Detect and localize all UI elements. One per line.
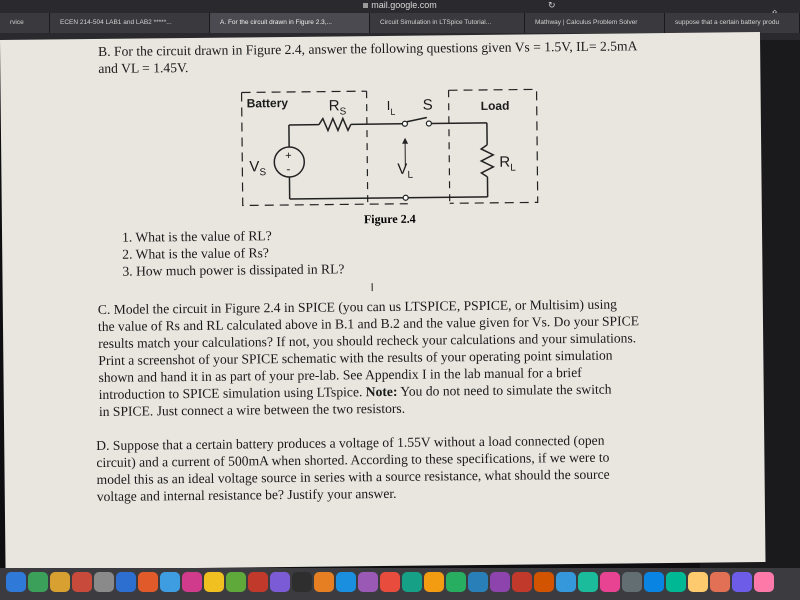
dock-app-icon[interactable] (72, 572, 92, 592)
dock-app-icon[interactable] (754, 572, 774, 592)
part-c-line: Print a screenshot of your SPICE schematic with the results of your operating point simulation (98, 347, 613, 368)
dock-app-icon[interactable] (578, 572, 598, 592)
part-c-line: in SPICE. Just connect a wire between the two resistors. (98, 400, 406, 419)
address-bar[interactable] (0, 0, 800, 10)
switch-terminal-1 (402, 121, 407, 126)
part-c-line: shown and hand it in as part of your pre-lab. See Appendix I in the lab manual for a brief (98, 364, 582, 385)
part-c-note-text: You do not need to simulate the switch (400, 381, 612, 399)
dock-app-icon[interactable] (732, 572, 752, 592)
tab-label: suppose that a certain battery produ (675, 19, 780, 26)
load-label: Load (480, 98, 510, 113)
dock-app-icon[interactable] (556, 572, 576, 592)
wire-top-mid (351, 124, 403, 125)
battery-box-right (367, 91, 368, 204)
text-cursor-icon: I (370, 281, 374, 295)
dock-app-icon[interactable] (6, 572, 26, 592)
part-c-line: the value of Rs and RL calculated above in B.1 and B.2 and the value given for Vs. Do your SPICE (97, 313, 640, 334)
battery-label: Battery (246, 95, 289, 111)
document-page (0, 32, 766, 570)
rl-resistor (481, 145, 493, 177)
question-3: 3. How much power is dissipated in RL? (122, 261, 345, 279)
vs-plus: + (285, 149, 292, 163)
dock-app-icon[interactable] (336, 572, 356, 592)
dock-app-icon[interactable] (358, 572, 378, 592)
part-d-line: circuit) and a current of 500mA when shorted. According to these specifications, if we were to (96, 449, 610, 471)
dock-app-icon[interactable] (622, 572, 642, 592)
tab-1[interactable] (50, 13, 210, 33)
dock-app-icon[interactable] (226, 572, 246, 592)
dock-app-icon[interactable] (50, 572, 70, 592)
load-box-left (449, 90, 450, 203)
wire-bottom (290, 197, 488, 199)
battery-box-top (242, 91, 367, 92)
wire-top-right (431, 123, 487, 124)
part-d-line: D. Suppose that a certain battery produces a voltage of 1.55V without a load connected (open (96, 432, 605, 454)
vs-label: $V_S$ (249, 158, 267, 179)
lock-icon (363, 3, 368, 8)
vs-minus: - (286, 161, 291, 177)
part-d-line: voltage and internal resistance be? Justify your answer. (96, 485, 397, 505)
dock-app-icon[interactable] (28, 572, 48, 592)
dock-app-icon[interactable] (402, 572, 422, 592)
vl-terminal-bottom (403, 195, 408, 200)
tab-label: Circuit Simulation in LTSpice Tutorial... (380, 19, 492, 26)
tab-strip (0, 13, 800, 33)
tab-3[interactable] (370, 13, 525, 33)
rs-label: $R_S$ (328, 97, 347, 118)
dock-app-icon[interactable] (314, 572, 334, 592)
dock-app-icon[interactable] (688, 572, 708, 592)
figure-caption: Figure 2.4 (363, 211, 416, 227)
vl-arrow-head (402, 138, 408, 144)
part-c-line: results match your calculations? If not, you should recheck your calculations and your simulations. (98, 330, 637, 351)
dock-app-icon[interactable] (710, 572, 730, 592)
dock-app-icon[interactable] (534, 572, 554, 592)
dock-app-icon[interactable] (116, 572, 136, 592)
dock-app-icon[interactable] (380, 572, 400, 592)
switch-label: S (422, 96, 433, 114)
tab-4[interactable] (525, 13, 665, 33)
tab-5[interactable] (665, 13, 800, 33)
dock-app-icon[interactable] (160, 572, 180, 592)
address-bar-url: mail.google.com (371, 0, 437, 10)
rs-resistor (319, 118, 351, 130)
question-2: 2. What is the value of Rs? (122, 245, 269, 262)
question-1: 1. What is the value of RL? (121, 228, 272, 245)
dock-app-icon[interactable] (490, 572, 510, 592)
part-b-question (98, 37, 698, 77)
dock-app-icon[interactable] (292, 572, 312, 592)
part-b-line-2: and VL = 1.45V. (98, 60, 189, 76)
part-d-line: model this as an ideal voltage source in series with a source resistance, what should the source (96, 466, 610, 488)
dock-app-icon[interactable] (468, 572, 488, 592)
dock-app-icon[interactable] (248, 572, 268, 592)
switch-blade (407, 118, 427, 122)
tab-label: rvice (10, 19, 24, 26)
dock-app-icon[interactable] (666, 572, 686, 592)
rl-label: $R_L$ (499, 153, 516, 174)
dock-app-icon[interactable] (644, 572, 664, 592)
dock-app-icon[interactable] (446, 572, 466, 592)
tab-label: ECEN 214-504 LAB1 and LAB2 *****... (60, 19, 172, 26)
part-c-question (98, 295, 689, 420)
part-c-note-label: Note: (365, 383, 398, 400)
dock-app-icon[interactable] (94, 572, 114, 592)
tab-2[interactable] (210, 13, 370, 33)
reload-icon[interactable]: ↻ (548, 1, 556, 11)
dock-app-icon[interactable] (138, 572, 158, 592)
switch-terminal-2 (426, 121, 431, 126)
dock-app-icon[interactable] (512, 572, 532, 592)
question-list (122, 225, 523, 280)
part-c-line: C. Model the circuit in Figure 2.4 in SPICE (you can us LTSPICE, PSPICE, or Multisim) using (97, 296, 617, 317)
dock-app-icon[interactable] (182, 572, 202, 592)
dock-app-icon[interactable] (600, 572, 620, 592)
dock-app-icon[interactable] (204, 572, 224, 592)
part-b-line-1: B. For the circuit drawn in Figure 2.4, answer the following questions given Vs = 1.5V, IL= 2.5mA (98, 38, 638, 59)
tab-0[interactable] (0, 13, 50, 33)
tab-label: Mathway | Calculus Problem Solver (535, 19, 638, 26)
part-c-line-text: introduction to SPICE simulation using LTspice. (98, 384, 363, 402)
vl-label: $V_L$ (397, 160, 414, 181)
dock-app-icon[interactable] (424, 572, 444, 592)
tab-label: A. For the circuit drawn in Figure 2.3,... (220, 19, 332, 26)
part-d-question (96, 431, 690, 505)
il-label: $I_L$ (386, 97, 396, 117)
dock-app-icon[interactable] (270, 572, 290, 592)
